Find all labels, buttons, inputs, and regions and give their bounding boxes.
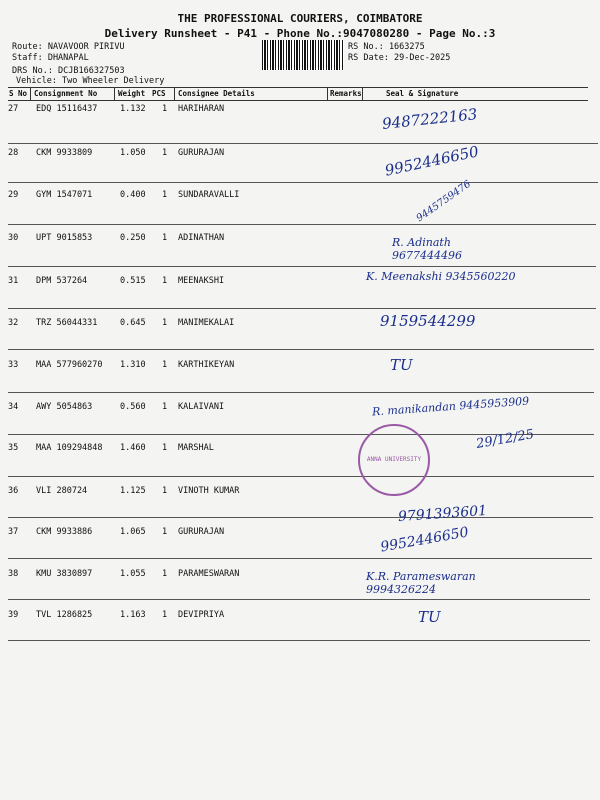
row-weight: 0.515 (120, 276, 146, 286)
signature-27: 9487222163 (381, 105, 479, 133)
rs-number: RS No.: 1663275 (348, 42, 425, 52)
row-consignment: CKM 9933809 (36, 148, 93, 158)
row-weight: 1.132 (120, 104, 146, 114)
seal-stamp: ANNA UNIVERSITY (358, 424, 430, 496)
row-sno: 36 (8, 486, 19, 496)
row-rule (8, 224, 596, 225)
row-weight: 0.560 (120, 402, 146, 412)
row-rule (8, 599, 590, 600)
row-weight: 1.310 (120, 360, 146, 370)
signature-31: K. Meenakshi 9345560220 (366, 270, 516, 283)
signature-35: 29/12/25 (475, 427, 536, 452)
row-pcs: 1 (162, 569, 168, 579)
row-pcs: 1 (162, 318, 168, 328)
row-consignee: HARIHARAN (178, 104, 225, 114)
signature-36: 9791393601 (397, 502, 488, 526)
row-rule (8, 308, 596, 309)
row-rule (8, 392, 594, 393)
drs-label: DRS No.: DCJB166327503 (12, 66, 125, 76)
row-consignee: GURURAJAN (178, 527, 225, 537)
row-consignee: PARAMESWARAN (178, 569, 240, 579)
row-weight: 1.163 (120, 610, 146, 620)
row-consignment: GYM 1547071 (36, 190, 93, 200)
col-divider (174, 88, 175, 100)
row-weight: 1.055 (120, 569, 146, 579)
col-sno: S No (9, 89, 28, 98)
row-consignee: SUNDARAVALLI (178, 190, 240, 200)
row-rule (8, 266, 596, 267)
row-pcs: 1 (162, 402, 168, 412)
route-label: Route: NAVAVOOR PIRIVU (12, 42, 125, 52)
signature-34: R. manikandan 9445953909 (371, 394, 530, 419)
header-bottom-rule (8, 100, 588, 101)
table-row (8, 318, 588, 360)
row-pcs: 1 (162, 610, 168, 620)
col-consignment: Consignment No (34, 89, 98, 98)
row-consignment: MAA 109294848 (36, 443, 103, 453)
row-sno: 31 (8, 276, 19, 286)
row-consignee: KARTHIKEYAN (178, 360, 235, 370)
col-divider (327, 88, 328, 100)
row-rule (8, 640, 590, 641)
row-consignment: TVL 1286825 (36, 610, 93, 620)
row-pcs: 1 (162, 148, 168, 158)
col-remarks: Remarks (330, 89, 362, 98)
row-pcs: 1 (162, 190, 168, 200)
row-rule (8, 349, 594, 350)
signature-30: R. Adinath 9677444496 (392, 236, 462, 262)
row-sno: 30 (8, 233, 19, 243)
row-rule (8, 182, 598, 183)
row-sno: 35 (8, 443, 19, 453)
col-divider (362, 88, 363, 100)
col-consignee: Consignee Details (178, 89, 255, 98)
col-pcs: PCS (152, 89, 166, 98)
signature-39: TU (418, 608, 441, 626)
row-consignment: UPT 9015853 (36, 233, 93, 243)
row-sno: 29 (8, 190, 19, 200)
signature-29: 9445759476 (414, 178, 474, 225)
row-weight: 1.125 (120, 486, 146, 496)
company-title: THE PROFESSIONAL COURIERS, COIMBATORE (177, 12, 423, 25)
signature-33: TU (390, 356, 413, 374)
row-pcs: 1 (162, 360, 168, 370)
row-weight: 1.050 (120, 148, 146, 158)
row-rule (8, 143, 598, 144)
table-row (8, 148, 588, 190)
row-consignment: DPM 537264 (36, 276, 88, 286)
row-pcs: 1 (162, 104, 168, 114)
col-divider (30, 88, 31, 100)
table-row (8, 104, 588, 146)
row-sno: 34 (8, 402, 19, 412)
barcode (262, 40, 344, 70)
row-pcs: 1 (162, 486, 168, 496)
row-consignee: MARSHAL (178, 443, 214, 453)
row-sno: 28 (8, 148, 19, 158)
row-consignee: MANIMEKALAI (178, 318, 235, 328)
signature-37: 9952446650 (379, 524, 470, 556)
row-pcs: 1 (162, 527, 168, 537)
row-sno: 39 (8, 610, 19, 620)
row-consignment: MAA 577960270 (36, 360, 103, 370)
table-row (8, 486, 588, 528)
row-pcs: 1 (162, 276, 168, 286)
row-sno: 38 (8, 569, 19, 579)
row-consignment: EDQ 15116437 (36, 104, 98, 114)
row-consignment: TRZ 56044331 (36, 318, 98, 328)
row-weight: 0.400 (120, 190, 146, 200)
row-consignment: VLI 280724 (36, 486, 88, 496)
row-consignee: KALAIVANI (178, 402, 225, 412)
rs-date: RS Date: 29-Dec-2025 (348, 53, 451, 63)
row-sno: 32 (8, 318, 19, 328)
row-pcs: 1 (162, 443, 168, 453)
table-row (8, 190, 588, 232)
vehicle-label: Vehicle: Two Wheeler Delivery (16, 76, 165, 86)
row-weight: 0.250 (120, 233, 146, 243)
row-rule (8, 517, 593, 518)
row-rule (8, 558, 592, 559)
row-consignment: AWY 5054863 (36, 402, 93, 412)
table-row (8, 610, 588, 652)
table-row (8, 527, 588, 569)
signature-28: 9952446650 (383, 142, 481, 180)
staff-label: Staff: DHANAPAL (12, 53, 89, 63)
header-top-rule (8, 87, 588, 88)
row-sno: 37 (8, 527, 19, 537)
row-weight: 1.460 (120, 443, 146, 453)
col-divider (114, 88, 115, 100)
row-consignee: ADINATHAN (178, 233, 225, 243)
table-row (8, 443, 588, 485)
row-consignment: CKM 9933886 (36, 527, 93, 537)
row-consignee: MEENAKSHI (178, 276, 225, 286)
runsheet-title: Delivery Runsheet - P41 - Phone No.:9047080280 - Page No.:3 (104, 27, 496, 40)
row-consignee: DEVIPRIYA (178, 610, 225, 620)
signature-32: 9159544299 (380, 312, 476, 330)
row-weight: 1.065 (120, 527, 146, 537)
row-consignee: GURURAJAN (178, 148, 225, 158)
row-consignee: VINOTH KUMAR (178, 486, 240, 496)
signature-38: K.R. Parameswaran 9994326224 (366, 570, 476, 596)
col-weight: Weight (118, 89, 146, 98)
row-consignment: KMU 3830897 (36, 569, 93, 579)
row-rule (8, 476, 594, 477)
row-sno: 33 (8, 360, 19, 370)
row-pcs: 1 (162, 233, 168, 243)
row-sno: 27 (8, 104, 19, 114)
col-signature: Seal & Signature (386, 89, 459, 98)
row-weight: 0.645 (120, 318, 146, 328)
